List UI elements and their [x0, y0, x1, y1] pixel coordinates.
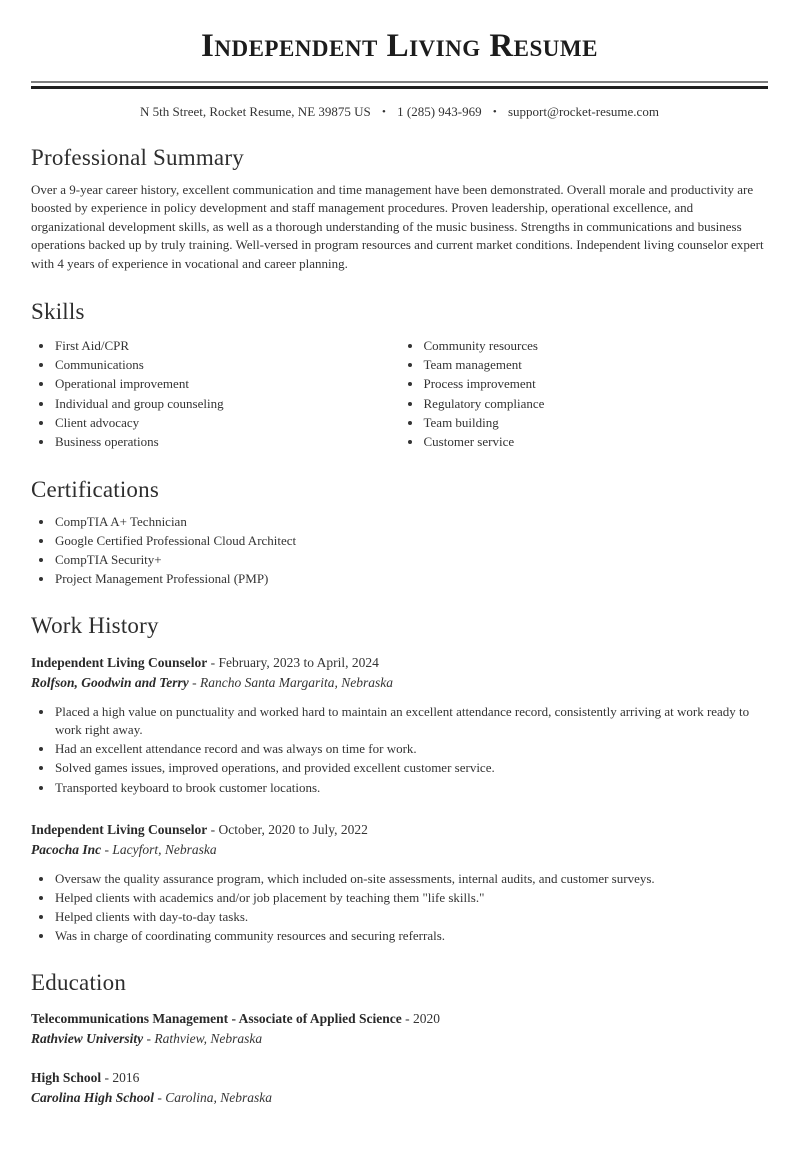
- section-skills: [31, 299, 768, 453]
- job-title: Independent Living Counselor: [31, 654, 208, 670]
- education-entry: [31, 1009, 768, 1049]
- education-year: 2020: [412, 1010, 440, 1026]
- job-bullet-list: [31, 870, 768, 946]
- job-entry: [31, 653, 768, 797]
- job-location: Lacyfort, Nebraska: [112, 841, 217, 857]
- job-bullet-item: • Helped clients with day-to-day tasks.: [54, 908, 768, 926]
- job-bullet-item: • Oversaw the quality assurance program, which included on-site assessments, internal audits, and customer surveys.: [54, 870, 768, 888]
- job-bullet-item: • Helped clients with academics and/or job placement by teaching them "life skills.": [54, 889, 768, 907]
- professional-summary-text: Over a 9-year career history, excellent communication and time management have been demonstrated. Overall morale and productivity are boosted by experience in policy development and staff management procedures. Proven leadership, operational excellence, and organizational development skills, as well as a thorough understanding of the music business. Strengths in communications and business operations backed up by truly training. Well-versed in program resources and current market conditions. Independent living counselor expert with 4 years of experience in vocational and career planning.: [31, 181, 764, 272]
- resume-header: [31, 28, 768, 120]
- job-company: Pacocha Inc: [31, 841, 102, 857]
- education-degree: High School: [31, 1069, 102, 1085]
- job-bullet-item: • Was in charge of coordinating community resources and securing referrals.: [54, 927, 768, 945]
- certification-item: • CompTIA A+ Technician: [54, 513, 768, 531]
- education-heading: Education: [31, 970, 127, 996]
- job-company: Rolfson, Goodwin and Terry: [31, 674, 189, 690]
- skill-item: • Regulatory compliance: [423, 395, 769, 413]
- job-bullet-list: [31, 703, 768, 797]
- job-bullet-item: • Had an excellent attendance record and was always on time for work.: [54, 740, 768, 758]
- dash-separator: -: [101, 1069, 113, 1085]
- job-dates: February, 2023 to April, 2024: [218, 654, 379, 670]
- dash-separator: -: [207, 654, 219, 670]
- certification-item: • Google Certified Professional Cloud Architect: [54, 532, 768, 550]
- education-degree-line: [31, 1068, 768, 1088]
- job-dates: October, 2020 to July, 2022: [218, 821, 368, 837]
- section-certifications: [31, 477, 768, 588]
- education-entry: [31, 1068, 768, 1108]
- education-school: Carolina High School: [31, 1089, 155, 1105]
- dash-separator: -: [188, 674, 201, 690]
- contact-email: support@rocket-resume.com: [507, 104, 659, 120]
- dash-separator: -: [101, 841, 113, 857]
- job-bullet-item: • Placed a high value on punctuality and worked hard to maintain an excellent attendance record, consistently arriving at work ready to work right away.: [54, 703, 768, 739]
- education-year: 2016: [112, 1069, 140, 1085]
- section-education: [31, 970, 768, 1107]
- skill-item: • Communications: [54, 356, 400, 374]
- skill-item: • Process improvement: [423, 375, 769, 393]
- professional-summary-heading: Professional Summary: [31, 145, 244, 171]
- job-title: Independent Living Counselor: [31, 821, 208, 837]
- dash-separator: -: [207, 821, 219, 837]
- job-company-line: [31, 840, 768, 860]
- skills-list-left: [31, 337, 400, 452]
- skill-item: • Client advocacy: [54, 414, 400, 432]
- contact-phone: 1 (285) 943-969: [397, 104, 482, 120]
- certifications-list: [31, 513, 768, 589]
- skills-columns: [31, 334, 768, 452]
- skill-item: • Individual and group counseling: [54, 395, 400, 413]
- job-bullet-item: • Transported keyboard to brook customer locations.: [54, 779, 768, 797]
- job-title-line: [31, 820, 768, 840]
- skill-item: • Team management: [423, 356, 769, 374]
- skill-item: • Operational improvement: [54, 375, 400, 393]
- job-title-line: [31, 653, 768, 673]
- contact-line: [31, 104, 768, 120]
- job-location: Rancho Santa Margarita, Nebraska: [200, 674, 394, 690]
- dash-separator: -: [143, 1030, 155, 1046]
- dash-separator: -: [154, 1089, 166, 1105]
- education-school-line: [31, 1029, 768, 1049]
- education-location: Rathview, Nebraska: [154, 1030, 263, 1046]
- skills-list-right: [400, 337, 769, 452]
- job-bullet-item: • Solved games issues, improved operations, and provided excellent customer service.: [54, 759, 768, 777]
- education-degree-line: [31, 1009, 768, 1029]
- skill-item: • Customer service: [423, 433, 769, 451]
- certification-item: • Project Management Professional (PMP): [54, 570, 768, 588]
- section-professional-summary: [31, 145, 768, 273]
- job-entry: [31, 820, 768, 946]
- education-degree: Telecommunications Management - Associate of Applied Science: [31, 1010, 402, 1026]
- contact-separator-dot: •: [492, 106, 497, 119]
- skill-item: • Community resources: [423, 337, 769, 355]
- header-divider: [31, 81, 768, 89]
- education-location: Carolina, Nebraska: [165, 1089, 273, 1105]
- dash-separator: -: [401, 1010, 413, 1026]
- education-school: Rathview University: [31, 1030, 144, 1046]
- section-work-history: [31, 613, 768, 945]
- work-history-heading: Work History: [31, 613, 159, 639]
- contact-address: N 5th Street, Rocket Resume, NE 39875 US: [140, 104, 371, 120]
- certifications-heading: Certifications: [31, 477, 159, 503]
- page-title: Independent Living Resume: [201, 28, 598, 64]
- skills-heading: Skills: [31, 298, 85, 324]
- skill-item: • First Aid/CPR: [54, 337, 400, 355]
- certification-item: • CompTIA Security+: [54, 551, 768, 569]
- education-school-line: [31, 1088, 768, 1108]
- skill-item: • Team building: [423, 414, 769, 432]
- skill-item: • Business operations: [54, 433, 400, 451]
- job-company-line: [31, 673, 768, 693]
- contact-separator-dot: •: [382, 106, 386, 119]
